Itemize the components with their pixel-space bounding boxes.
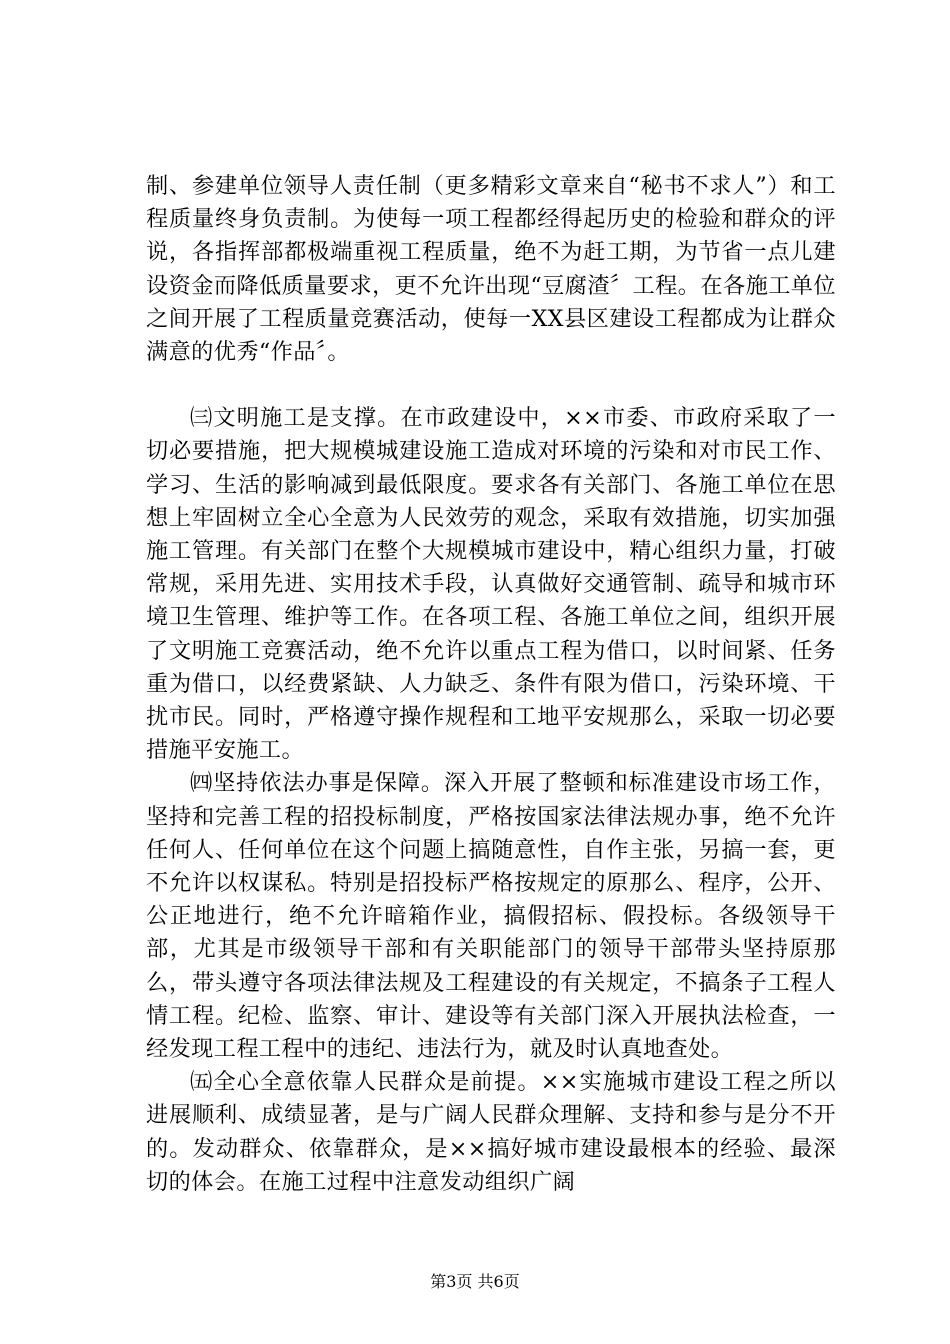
paragraph-quality: 制、参建单位领导人责任制（更多精彩文章来自“秘书不求人”）和工程质量终身负责制。为使每一项工程都经得起历史的检验和群众的评说，各指挥部都极端重视工程质量，绝不为赶工期，为节省一点儿建设资金而降低质量要求，更不允许出现“豆腐渣〞工程。在各施工单位之间开展了工程质量竞赛活动，使每一XX县区建设工程都成为让群众满意的优秀“作品〞。 xyxy=(146,173,836,366)
document-body xyxy=(146,170,836,1199)
paragraph-civilized-construction: ㈢文明施工是支撑。在市政建设中，××市委、市政府采取了一切必要措施，把大规模城建设施工造成对环境的污染和对市民工作、学习、生活的影响减到最低限度。要求各有关部门、各施工单位在思想上牢固树立全心全意为人民效劳的观念，采取有效措施，切实加强施工管理。有关部门在整个大规模城市建设中，精心组织力量，打破常规，采用先进、实用技术手段，认真做好交通管制、疏导和城市环境卫生管理、维护等工作。在各项工程、各施工单位之间，组织开展了文明施工竞赛活动，绝不允许以重点工程为借口，以时间紧、任务重为借口，以经费紧缺、人力缺乏、条件有限为借口，污染环境、干扰市民。同时，严格遵守操作规程和工地平安规那么，采取一切必要措施平安施工。 xyxy=(146,405,836,764)
page-number-footer: 第3页 共6页 xyxy=(430,1272,520,1291)
paragraph-lawful-conduct: ㈣坚持依法办事是保障。深入开展了整顿和标准建设市场工作，坚持和完善工程的招投标制度，严格按国家法律法规办事，绝不允许任何人、任何单位在这个问题上搞随意性，自作主张，另搞一套，更不允许以权谋私。特别是招投标严格按规定的原那么、程序，公开、公正地进行，绝不允许暗箱作业，搞假招标、假投标。各级领导干部，尤其是市级领导干部和有关职能部门的领导干部带头坚持原那么，带头遵守各项法律法规及工程建设的有关规定，不搞条子工程人情工程。纪检、监察、审计、建设等有关部门深入开展执法检查，一经发现工程工程中的违纪、违法行为，就及时认真地查处。 xyxy=(146,770,836,1063)
paragraph-rely-on-people: ㈤全心全意依靠人民群众是前提。××实施城市建设工程之所以进展顺利、成绩显著，是与广阔人民群众理解、支持和参与是分不开的。发动群众、依靠群众，是××搞好城市建设最根本的经验、最深切的体会。在施工过程中注意发动组织广阔 xyxy=(146,1069,836,1195)
